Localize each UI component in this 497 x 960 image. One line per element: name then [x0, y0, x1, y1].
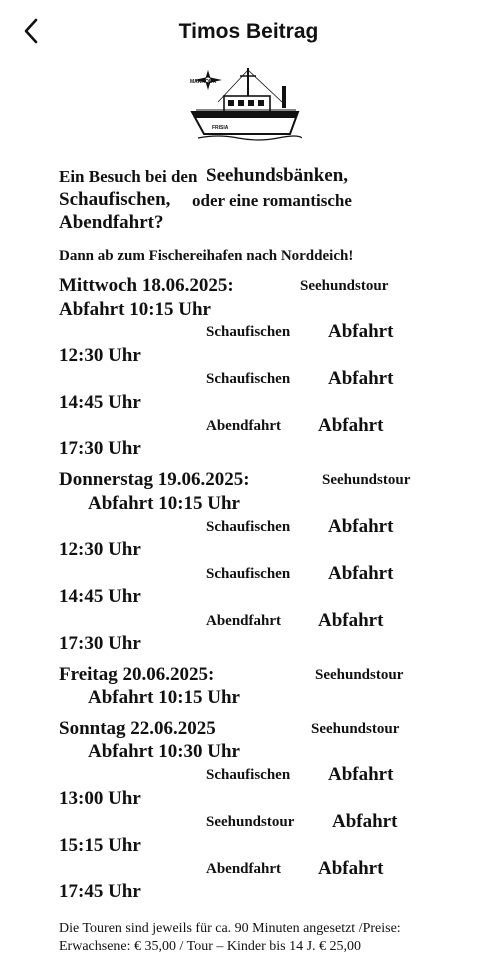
sun-departure: Abfahrt 10:30 Uhr: [88, 741, 240, 762]
page-title: Timos Beitrag: [178, 20, 319, 43]
boat-illustration: [178, 66, 302, 146]
thu-t3-tour: Abendfahrt: [206, 613, 282, 629]
wed-t2-abfahrt: Abfahrt: [328, 368, 394, 389]
intro-line3: Abendfahrt?: [59, 212, 164, 233]
app-header: [0, 0, 497, 67]
post-image: [0, 66, 497, 960]
footer-line2: Erwachsene: € 35,00 / Tour – Kinder bis 14 J. € 25,00: [59, 939, 362, 954]
sun-t3-abfahrt: Abfahrt: [318, 858, 384, 879]
sun-date: Sonntag 22.06.2025: [59, 718, 216, 739]
sun-tour: Seehundstour: [311, 721, 400, 737]
thu-t2-abfahrt: Abfahrt: [328, 563, 394, 584]
sun-t1-time: 13:00 Uhr: [59, 788, 141, 809]
intro-line1-a: Ein Besuch bei den: [59, 167, 198, 186]
sun-t1-abfahrt: Abfahrt: [328, 764, 394, 785]
sun-t3-time: 17:45 Uhr: [59, 881, 141, 902]
sun-t2-time: 15:15 Uhr: [59, 835, 141, 856]
thu-t1-abfahrt: Abfahrt: [328, 516, 394, 537]
wed-departure: Abfahrt 10:15 Uhr: [59, 299, 211, 320]
wed-t1-time: 12:30 Uhr: [59, 345, 141, 366]
intro-line2-a: Schaufischen,: [59, 189, 171, 210]
wed-date: Mittwoch 18.06.2025:: [59, 275, 234, 296]
sun-t2-tour: Seehundstour: [206, 814, 295, 830]
thu-date: Donnerstag 19.06.2025:: [59, 469, 250, 490]
sun-t1-tour: Schaufischen: [206, 767, 291, 783]
fri-departure: Abfahrt 10:15 Uhr: [88, 687, 240, 708]
footer-line1: Die Touren sind jeweils für ca. 90 Minuten angesetzt /Preise:: [59, 921, 401, 936]
wed-t3-abfahrt: Abfahrt: [318, 415, 384, 436]
wed-t1-tour: Schaufischen: [206, 324, 291, 340]
intro-line1-b: Seehundsbänken,: [206, 165, 349, 186]
thu-t2-time: 14:45 Uhr: [59, 586, 141, 607]
thu-t1-time: 12:30 Uhr: [59, 539, 141, 560]
fri-tour: Seehundstour: [315, 667, 404, 683]
thu-t3-abfahrt: Abfahrt: [318, 610, 384, 631]
thu-t1-tour: Schaufischen: [206, 519, 291, 535]
thu-t3-time: 17:30 Uhr: [59, 633, 141, 654]
wed-tour: Seehundstour: [300, 278, 389, 294]
sun-t2-abfahrt: Abfahrt: [332, 811, 398, 832]
intro-line4: Dann ab zum Fischereihafen nach Norddeich!: [59, 248, 354, 264]
wed-t3-tour: Abendfahrt: [206, 418, 282, 434]
thu-tour: Seehundstour: [322, 472, 411, 488]
boat-name: FRISIA: [212, 125, 229, 131]
wed-t1-abfahrt: Abfahrt: [328, 321, 394, 342]
intro-line2-b: oder eine romantische: [192, 191, 352, 210]
fri-date: Freitag 20.06.2025:: [59, 664, 215, 685]
wed-t2-time: 14:45 Uhr: [59, 392, 141, 413]
compass-label: MARRQUA: [190, 79, 217, 85]
wed-t2-tour: Schaufischen: [206, 371, 291, 387]
sun-t3-tour: Abendfahrt: [206, 861, 282, 877]
wed-t3-time: 17:30 Uhr: [59, 438, 141, 459]
thu-t2-tour: Schaufischen: [206, 566, 291, 582]
thu-departure: Abfahrt 10:15 Uhr: [88, 493, 240, 514]
